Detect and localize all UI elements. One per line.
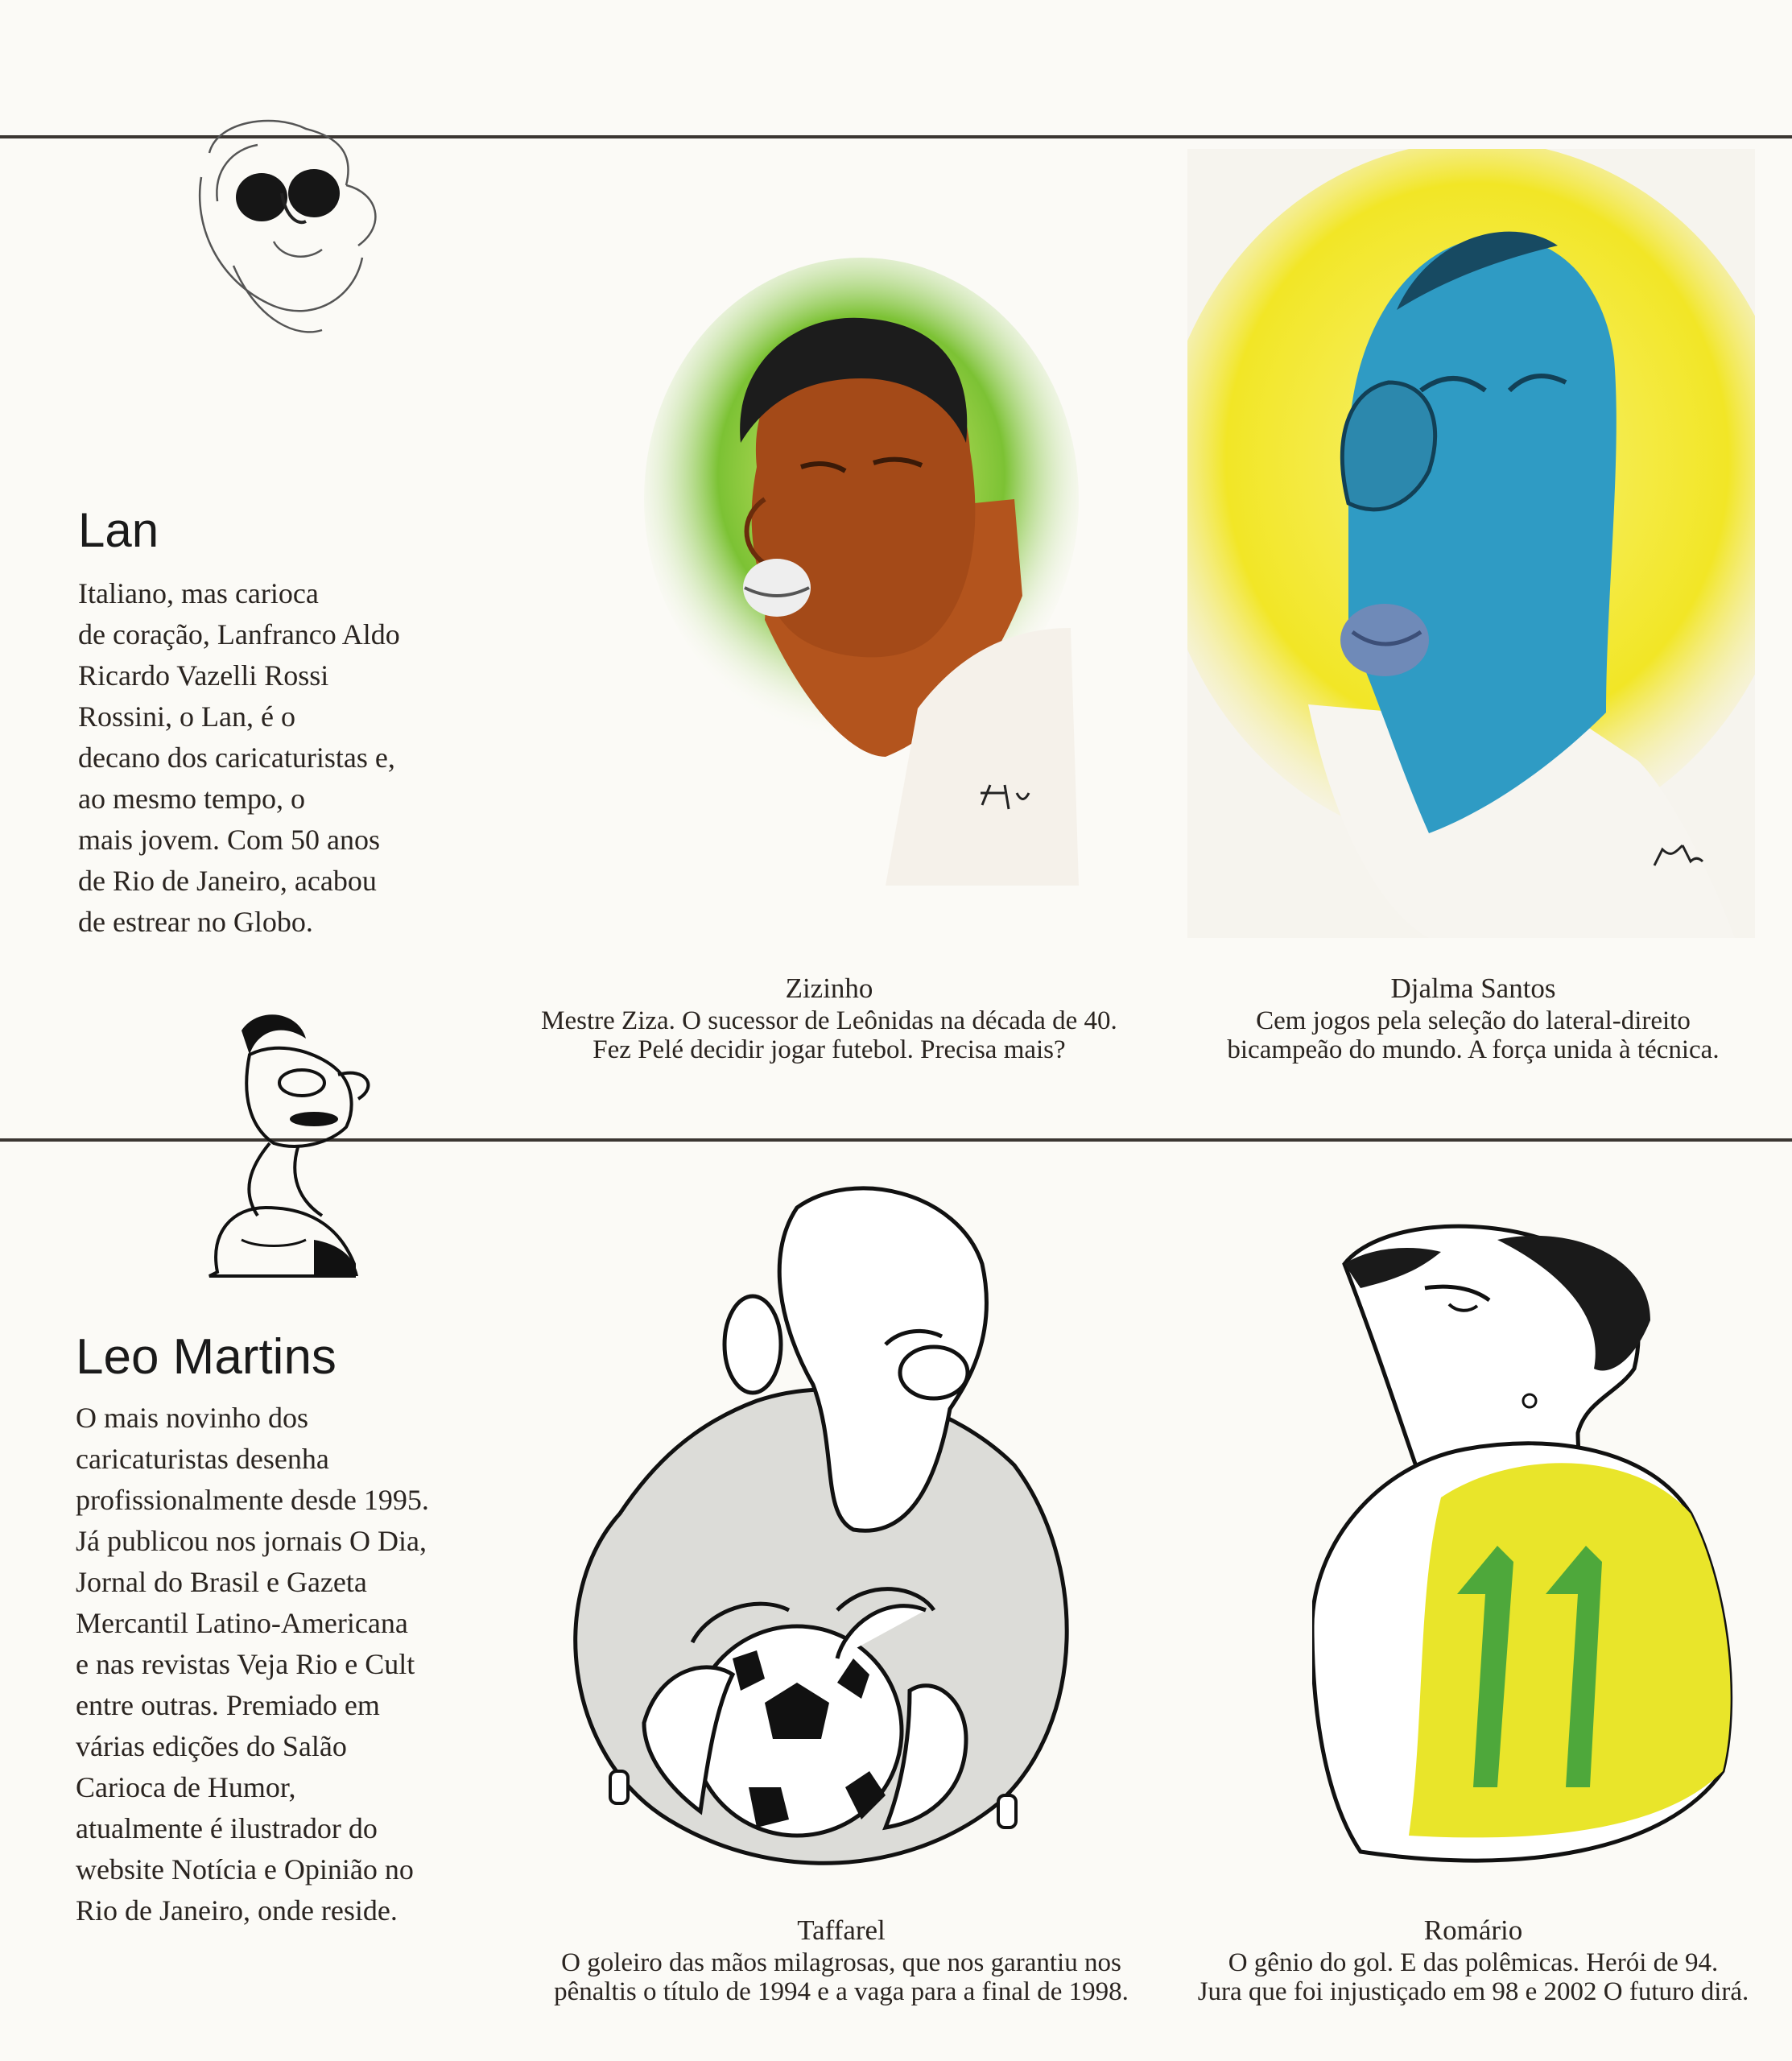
bio-line: várias edições do Salão bbox=[76, 1730, 347, 1762]
bio-line: Mercantil Latino-Americana bbox=[76, 1607, 408, 1639]
leo-self-portrait-icon bbox=[193, 1006, 386, 1288]
leo-martins-bio bbox=[76, 1398, 429, 1931]
djalma-santos-caption bbox=[1167, 974, 1779, 1064]
bio-line: Carioca de Humor, bbox=[76, 1771, 296, 1803]
caption-line: O gênio do gol. E das polêmicas. Herói de 94. bbox=[1228, 1948, 1719, 1977]
caption-title: Zizinho bbox=[785, 973, 873, 1004]
leo-martins-name: Leo Martins bbox=[76, 1329, 337, 1385]
bio-line: e nas revistas Veja Rio e Cult bbox=[76, 1648, 415, 1680]
romario-caption bbox=[1167, 1916, 1779, 2006]
djalma-santos-caricature bbox=[1187, 149, 1755, 938]
caption-line: Mestre Ziza. O sucessor de Leônidas na década de 40. bbox=[541, 1006, 1117, 1035]
caption-line: O goleiro das mãos milagrosas, que nos garantiu nos bbox=[561, 1948, 1121, 1977]
caption-title: Djalma Santos bbox=[1390, 973, 1556, 1004]
bio-line: caricaturistas desenha bbox=[76, 1443, 329, 1475]
bio-line: de Rio de Janeiro, acabou bbox=[78, 865, 377, 897]
bio-line: Ricardo Vazelli Rossi bbox=[78, 659, 329, 692]
bio-line: Jornal do Brasil e Gazeta bbox=[76, 1566, 367, 1598]
lan-name: Lan bbox=[78, 503, 159, 557]
caption-line: Jura que foi injustiçado em 98 e 2002 O futuro dirá. bbox=[1197, 1977, 1749, 2006]
bio-line: Rio de Janeiro, onde reside. bbox=[76, 1894, 398, 1927]
bio-line: website Notícia e Opinião no bbox=[76, 1853, 414, 1885]
lan-self-portrait-icon bbox=[185, 105, 411, 346]
bio-line: de coração, Lanfranco Aldo bbox=[78, 618, 400, 651]
bio-line: Italiano, mas carioca bbox=[78, 577, 319, 609]
bio-line: profissionalmente desde 1995. bbox=[76, 1484, 429, 1516]
bio-line: Rossini, o Lan, é o bbox=[78, 700, 295, 733]
bio-line: mais jovem. Com 50 anos bbox=[78, 824, 380, 856]
zizinho-caricature bbox=[644, 258, 1095, 886]
lan-bio bbox=[78, 573, 400, 943]
caption-title: Taffarel bbox=[797, 1914, 886, 1946]
caption-line: Cem jogos pela seleção do lateral-direito bbox=[1256, 1006, 1691, 1035]
soccer-ball-icon bbox=[692, 1626, 902, 1836]
bio-line: Já publicou nos jornais O Dia, bbox=[76, 1525, 427, 1557]
caption-line: bicampeão do mundo. A força unida à técnica. bbox=[1227, 1035, 1720, 1064]
bio-line: O mais novinho dos bbox=[76, 1402, 309, 1434]
bio-line: decano dos caricaturistas e, bbox=[78, 741, 395, 774]
taffarel-caricature bbox=[547, 1175, 1095, 1884]
bio-line: entre outras. Premiado em bbox=[76, 1689, 380, 1721]
caption-line: pênaltis o título de 1994 e a vaga para a final de 1998. bbox=[554, 1977, 1129, 2006]
bio-line: atualmente é ilustrador do bbox=[76, 1812, 378, 1844]
caption-title: Romário bbox=[1423, 1914, 1523, 1946]
caption-line: Fez Pelé decidir jogar futebol. Precisa mais? bbox=[593, 1035, 1066, 1064]
bio-line: ao mesmo tempo, o bbox=[78, 783, 305, 815]
zizinho-caption bbox=[499, 974, 1159, 1064]
taffarel-caption bbox=[523, 1916, 1159, 2006]
bio-line: de estrear no Globo. bbox=[78, 906, 313, 938]
romario-caricature bbox=[1312, 1208, 1763, 1892]
